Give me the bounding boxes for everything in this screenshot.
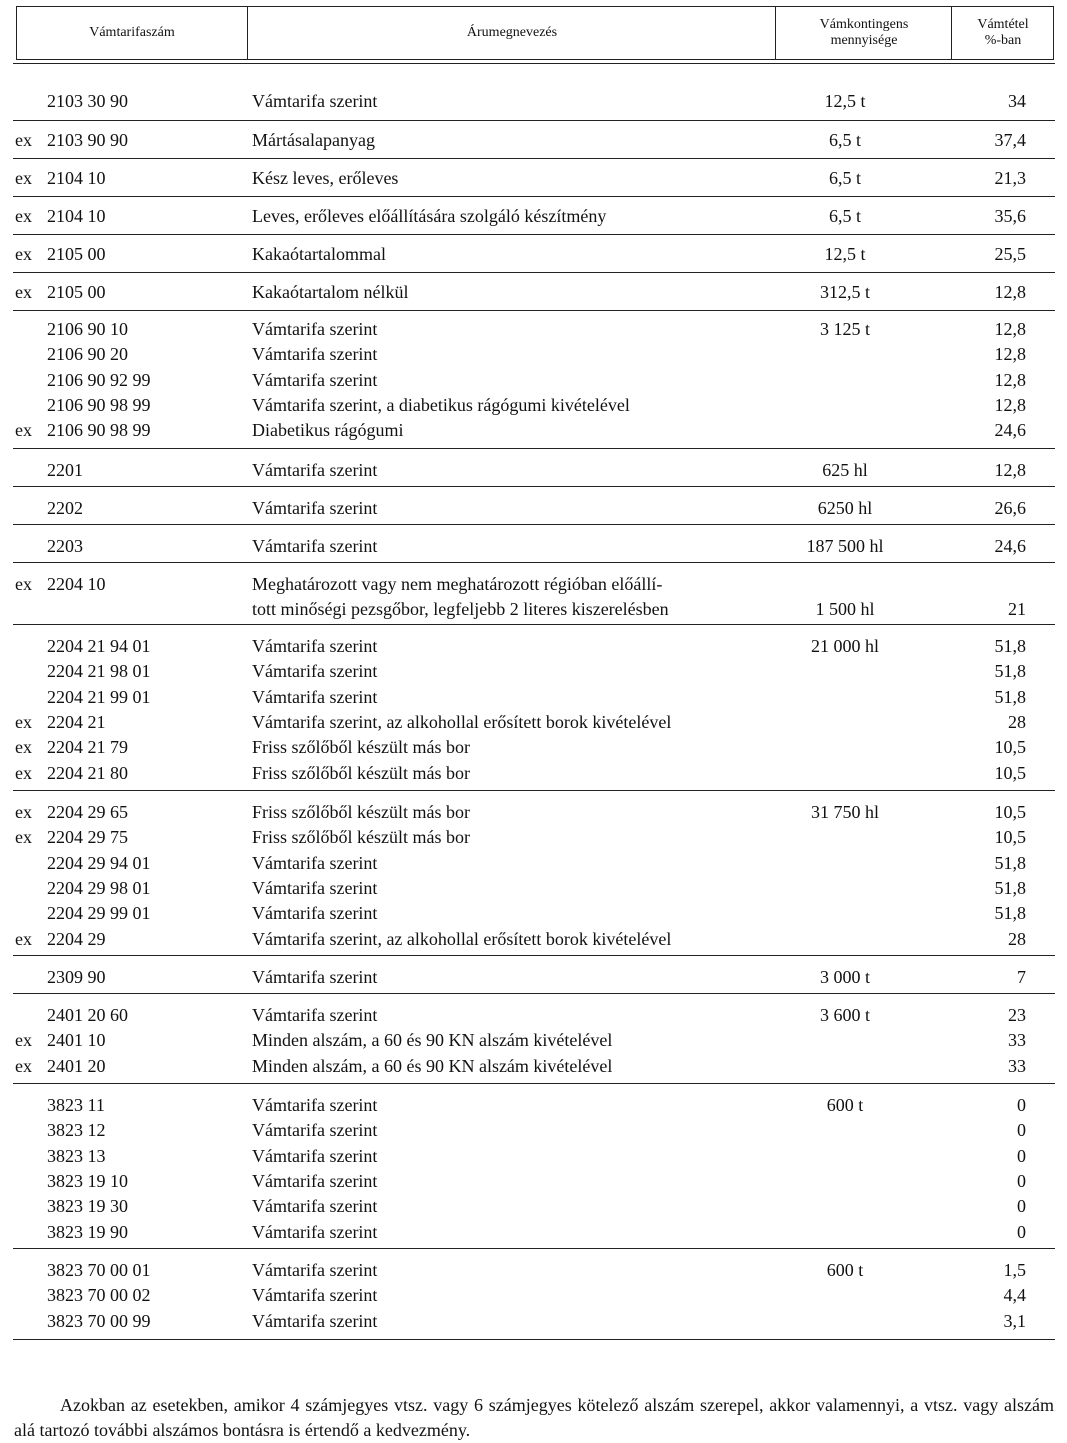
quota-quantity: 1 500 hl bbox=[815, 599, 875, 620]
table-row bbox=[0, 393, 1067, 418]
duty-rate: 0 bbox=[1017, 1196, 1026, 1217]
header-divider bbox=[13, 63, 1055, 64]
duty-rate: 51,8 bbox=[994, 903, 1026, 924]
quota-quantity: 12,5 t bbox=[824, 244, 866, 264]
table-row bbox=[0, 242, 1067, 267]
header-qty-label-2: mennyisége bbox=[830, 33, 898, 48]
duty-rate: 10,5 bbox=[994, 737, 1026, 758]
table-row bbox=[0, 735, 1067, 760]
duty-rate: 12,8 bbox=[994, 344, 1026, 365]
group-divider bbox=[13, 486, 1055, 487]
table-row bbox=[0, 418, 1067, 443]
goods-description: Vámtarifa szerint bbox=[252, 661, 378, 682]
tariff-code: 2204 29 bbox=[47, 928, 106, 949]
goods-description: Mártásalapanyag bbox=[252, 130, 375, 150]
goods-description: Meghatározott vagy nem meghatározott régióban előállí- bbox=[252, 574, 663, 594]
duty-rate: 28 bbox=[1008, 928, 1026, 949]
tariff-code: 2401 10 bbox=[47, 1030, 106, 1051]
duty-rate: 10,5 bbox=[994, 802, 1026, 822]
table-row bbox=[0, 204, 1067, 229]
group-divider bbox=[13, 1083, 1055, 1084]
duty-rate: 10,5 bbox=[994, 827, 1026, 848]
duty-rate: 3,1 bbox=[1003, 1310, 1026, 1331]
quota-quantity: 600 t bbox=[826, 1095, 864, 1115]
duty-rate: 0 bbox=[1017, 1221, 1026, 1242]
table-row bbox=[0, 876, 1067, 901]
table-row bbox=[0, 851, 1067, 876]
tariff-code: 3823 70 00 01 bbox=[47, 1260, 151, 1280]
ex-marker: ex bbox=[15, 1030, 32, 1051]
duty-rate: 26,6 bbox=[994, 498, 1026, 518]
goods-description: Vámtarifa szerint bbox=[252, 536, 378, 556]
table-row bbox=[0, 800, 1067, 825]
goods-description: Minden alszám, a 60 és 90 KN alszám kivételével bbox=[252, 1030, 613, 1051]
goods-description: Vámtarifa szerint bbox=[252, 967, 378, 987]
goods-description: Vámtarifa szerint bbox=[252, 852, 378, 873]
table-row bbox=[0, 927, 1067, 952]
tariff-code: 2309 90 bbox=[47, 967, 106, 987]
tariff-code: 2105 00 bbox=[47, 244, 106, 264]
duty-rate: 0 bbox=[1017, 1145, 1026, 1166]
tariff-code: 3823 11 bbox=[47, 1095, 105, 1115]
tariff-code: 2401 20 60 bbox=[47, 1005, 128, 1025]
group-divider bbox=[13, 158, 1055, 159]
goods-description: Vámtarifa szerint bbox=[252, 1145, 378, 1166]
table-row bbox=[0, 761, 1067, 786]
goods-description: Friss szőlőből készült más bor bbox=[252, 737, 470, 758]
table-row bbox=[0, 1309, 1067, 1334]
goods-description: Vámtarifa szerint bbox=[252, 91, 378, 111]
table-row bbox=[0, 89, 1067, 114]
duty-rate: 7 bbox=[1017, 967, 1026, 987]
tariff-code: 2201 bbox=[47, 460, 83, 480]
group-divider bbox=[13, 1248, 1055, 1249]
goods-description: Vámtarifa szerint bbox=[252, 1095, 378, 1115]
group-divider bbox=[13, 955, 1055, 956]
tariff-code: 2105 00 bbox=[47, 282, 106, 302]
tariff-code: 2204 29 98 01 bbox=[47, 877, 151, 898]
table-row bbox=[0, 901, 1067, 926]
table-row bbox=[0, 1283, 1067, 1308]
duty-rate: 51,8 bbox=[994, 661, 1026, 682]
quota-quantity: 12,5 t bbox=[824, 91, 866, 111]
group-divider bbox=[13, 790, 1055, 791]
table-row bbox=[0, 965, 1067, 990]
group-divider bbox=[13, 120, 1055, 121]
table-row bbox=[0, 1220, 1067, 1245]
tariff-code: 2202 bbox=[47, 498, 83, 518]
ex-marker: ex bbox=[15, 737, 32, 758]
quota-quantity: 21 000 hl bbox=[810, 636, 879, 656]
tariff-code: 3823 19 30 bbox=[47, 1196, 128, 1217]
tariff-code: 2204 21 80 bbox=[47, 762, 128, 783]
table-row bbox=[0, 1194, 1067, 1219]
tariff-code: 2204 21 94 01 bbox=[47, 636, 151, 656]
duty-rate: 35,6 bbox=[994, 206, 1026, 226]
tariff-code: 2204 10 bbox=[47, 574, 106, 594]
table-row bbox=[0, 280, 1067, 305]
goods-description: Vámtarifa szerint bbox=[252, 1005, 378, 1025]
goods-description: Vámtarifa szerint bbox=[252, 636, 378, 656]
goods-description: Kész leves, erőleves bbox=[252, 168, 399, 188]
duty-rate: 34 bbox=[1008, 91, 1026, 111]
table-row bbox=[0, 710, 1067, 735]
goods-description: Kakaótartalom nélkül bbox=[252, 282, 409, 302]
footnote: Azokban az esetekben, amikor 4 számjegyes vtsz. vagy 6 számjegyes kötelező alszám szerepel, akkor valamennyi, a vtsz. vagy alszám alá tartozó további alszámos bontásra is értendő a kedvezmény. bbox=[14, 1395, 1054, 1440]
quota-quantity: 625 hl bbox=[822, 460, 868, 480]
tariff-code: 2104 10 bbox=[47, 206, 106, 226]
goods-description: Vámtarifa szerint bbox=[252, 877, 378, 898]
table-row bbox=[0, 1118, 1067, 1143]
tariff-code: 2204 21 99 01 bbox=[47, 686, 151, 707]
tariff-code: 2106 90 98 99 bbox=[47, 420, 151, 441]
tariff-code: 2106 90 92 99 bbox=[47, 369, 151, 390]
duty-rate: 33 bbox=[1008, 1055, 1026, 1076]
group-divider bbox=[13, 448, 1055, 449]
ex-marker: ex bbox=[15, 168, 32, 188]
table-row bbox=[0, 825, 1067, 850]
tariff-code: 2204 29 94 01 bbox=[47, 852, 151, 873]
quota-quantity: 3 000 t bbox=[819, 967, 870, 987]
table-row bbox=[0, 1258, 1067, 1283]
goods-description: Vámtarifa szerint bbox=[252, 319, 378, 339]
duty-rate: 12,8 bbox=[994, 282, 1026, 302]
goods-description: Vámtarifa szerint bbox=[252, 686, 378, 707]
table-header bbox=[16, 6, 1054, 60]
duty-rate: 51,8 bbox=[994, 636, 1026, 656]
header-code-label: Vámtarifaszám bbox=[89, 25, 175, 40]
duty-rate: 51,8 bbox=[994, 852, 1026, 873]
table-row bbox=[0, 166, 1067, 191]
goods-description: Kakaótartalommal bbox=[252, 244, 386, 264]
header-rate-label-2: %-ban bbox=[984, 33, 1022, 48]
group-divider bbox=[13, 234, 1055, 235]
tariff-code: 2204 29 75 bbox=[47, 827, 128, 848]
goods-description: Vámtarifa szerint, az alkohollal erősített borok kivételével bbox=[252, 928, 672, 949]
duty-rate: 51,8 bbox=[994, 686, 1026, 707]
quota-quantity: 6,5 t bbox=[828, 168, 861, 188]
header-qty-label-1: Vámkontingens bbox=[819, 17, 909, 32]
duty-rate: 28 bbox=[1008, 711, 1026, 732]
ex-marker: ex bbox=[15, 206, 32, 226]
tariff-code: 3823 19 10 bbox=[47, 1170, 128, 1191]
table-row bbox=[0, 685, 1067, 710]
tariff-code: 2401 20 bbox=[47, 1055, 106, 1076]
table-row bbox=[0, 634, 1067, 659]
ex-marker: ex bbox=[15, 1055, 32, 1076]
duty-rate: 0 bbox=[1017, 1095, 1026, 1115]
duty-rate: 25,5 bbox=[994, 244, 1026, 264]
duty-rate: 21,3 bbox=[994, 168, 1026, 188]
ex-marker: ex bbox=[15, 244, 32, 264]
duty-rate: 12,8 bbox=[994, 369, 1026, 390]
ex-marker: ex bbox=[15, 420, 32, 441]
tariff-code: 2106 90 98 99 bbox=[47, 394, 151, 415]
duty-rate: 51,8 bbox=[994, 877, 1026, 898]
goods-description: Diabetikus rágógumi bbox=[252, 420, 404, 441]
goods-description: Vámtarifa szerint bbox=[252, 903, 378, 924]
duty-rate: 33 bbox=[1008, 1030, 1026, 1051]
table-row bbox=[0, 1169, 1067, 1194]
tariff-code: 3823 70 00 02 bbox=[47, 1285, 151, 1306]
quota-quantity: 6,5 t bbox=[828, 206, 861, 226]
duty-rate: 24,6 bbox=[994, 420, 1026, 441]
group-divider bbox=[13, 196, 1055, 197]
quota-quantity: 187 500 hl bbox=[806, 536, 884, 556]
table-row bbox=[0, 1093, 1067, 1118]
tariff-code: 2106 90 20 bbox=[47, 344, 128, 365]
group-divider bbox=[13, 993, 1055, 994]
header-rate-label-1: Vámtétel bbox=[977, 17, 1029, 32]
tariff-code: 2103 90 90 bbox=[47, 130, 128, 150]
group-divider bbox=[13, 562, 1055, 563]
tariff-code: 2204 29 65 bbox=[47, 802, 128, 822]
group-divider bbox=[13, 524, 1055, 525]
table-row bbox=[0, 572, 1067, 597]
table-row bbox=[0, 496, 1067, 521]
table-row bbox=[0, 342, 1067, 367]
ex-marker: ex bbox=[15, 827, 32, 848]
group-divider bbox=[13, 624, 1055, 625]
ex-marker: ex bbox=[15, 802, 32, 822]
group-divider bbox=[13, 1339, 1055, 1340]
tariff-code: 3823 70 00 99 bbox=[47, 1310, 151, 1331]
tariff-code: 3823 19 90 bbox=[47, 1221, 128, 1242]
quota-quantity: 3 600 t bbox=[819, 1005, 870, 1025]
quota-quantity: 31 750 hl bbox=[810, 802, 879, 822]
goods-description: Vámtarifa szerint bbox=[252, 344, 378, 365]
duty-rate: 24,6 bbox=[994, 536, 1026, 556]
header-code bbox=[17, 7, 247, 59]
ex-marker: ex bbox=[15, 762, 32, 783]
goods-description: Vámtarifa szerint bbox=[252, 1170, 378, 1191]
table-row bbox=[0, 317, 1067, 342]
table-row bbox=[0, 458, 1067, 483]
goods-description: Vámtarifa szerint bbox=[252, 498, 378, 518]
goods-description: Vámtarifa szerint, a diabetikus rágógumi kivételével bbox=[252, 394, 630, 415]
table-row bbox=[0, 1003, 1067, 1028]
goods-description: Friss szőlőből készült más bor bbox=[252, 802, 470, 822]
header-qty bbox=[775, 7, 952, 59]
goods-description: Vámtarifa szerint bbox=[252, 1196, 378, 1217]
tariff-code: 3823 12 bbox=[47, 1120, 106, 1141]
header-desc-label: Árumegnevezés bbox=[466, 25, 558, 40]
ex-marker: ex bbox=[15, 130, 32, 150]
goods-description: tott minőségi pezsgőbor, legfeljebb 2 literes kiszerelésben bbox=[252, 599, 669, 620]
quota-quantity: 6,5 t bbox=[828, 130, 861, 150]
tariff-code: 2204 21 79 bbox=[47, 737, 128, 758]
quota-quantity: 312,5 t bbox=[819, 282, 870, 302]
tariff-code: 2204 21 bbox=[47, 711, 106, 732]
duty-rate: 10,5 bbox=[994, 762, 1026, 783]
table-row bbox=[0, 1028, 1067, 1053]
table-row bbox=[0, 534, 1067, 559]
tariff-code: 2104 10 bbox=[47, 168, 106, 188]
goods-description: Vámtarifa szerint bbox=[252, 1285, 378, 1306]
quota-quantity: 600 t bbox=[826, 1260, 864, 1280]
tariff-code: 2203 bbox=[47, 536, 83, 556]
duty-rate: 12,8 bbox=[994, 460, 1026, 480]
header-desc bbox=[247, 7, 776, 59]
table-row bbox=[0, 659, 1067, 684]
table-row bbox=[0, 597, 1067, 622]
duty-rate: 37,4 bbox=[994, 130, 1026, 150]
goods-description: Vámtarifa szerint bbox=[252, 369, 378, 390]
duty-rate: 21 bbox=[1008, 599, 1026, 620]
quota-quantity: 3 125 t bbox=[819, 319, 870, 339]
goods-description: Vámtarifa szerint bbox=[252, 1260, 378, 1280]
goods-description: Vámtarifa szerint bbox=[252, 1221, 378, 1242]
header-rate bbox=[951, 7, 1054, 59]
duty-rate: 12,8 bbox=[994, 319, 1026, 339]
duty-rate: 0 bbox=[1017, 1120, 1026, 1141]
table-row bbox=[0, 1144, 1067, 1169]
tariff-code: 2204 21 98 01 bbox=[47, 661, 151, 682]
duty-rate: 0 bbox=[1017, 1170, 1026, 1191]
ex-marker: ex bbox=[15, 711, 32, 732]
group-divider bbox=[13, 310, 1055, 311]
goods-description: Friss szőlőből készült más bor bbox=[252, 762, 470, 783]
goods-description: Minden alszám, a 60 és 90 KN alszám kivételével bbox=[252, 1055, 613, 1076]
goods-description: Vámtarifa szerint bbox=[252, 1120, 378, 1141]
group-divider bbox=[13, 272, 1055, 273]
duty-rate: 4,4 bbox=[1003, 1285, 1026, 1306]
tariff-code: 2204 29 99 01 bbox=[47, 903, 151, 924]
ex-marker: ex bbox=[15, 282, 32, 302]
tariff-code: 3823 13 bbox=[47, 1145, 106, 1166]
duty-rate: 1,5 bbox=[1003, 1260, 1026, 1280]
table-row bbox=[0, 128, 1067, 153]
table-row bbox=[0, 1054, 1067, 1079]
goods-description: Vámtarifa szerint bbox=[252, 1310, 378, 1331]
goods-description: Leves, erőleves előállítására szolgáló készítmény bbox=[252, 206, 607, 226]
quota-quantity: 6250 hl bbox=[817, 498, 873, 518]
tariff-code: 2106 90 10 bbox=[47, 319, 128, 339]
goods-description: Friss szőlőből készült más bor bbox=[252, 827, 470, 848]
duty-rate: 12,8 bbox=[994, 394, 1026, 415]
duty-rate: 23 bbox=[1008, 1005, 1026, 1025]
goods-description: Vámtarifa szerint, az alkohollal erősített borok kivételével bbox=[252, 711, 672, 732]
tariff-code: 2103 30 90 bbox=[47, 91, 128, 111]
goods-description: Vámtarifa szerint bbox=[252, 460, 378, 480]
ex-marker: ex bbox=[15, 928, 32, 949]
ex-marker: ex bbox=[15, 574, 32, 594]
table-row bbox=[0, 368, 1067, 393]
